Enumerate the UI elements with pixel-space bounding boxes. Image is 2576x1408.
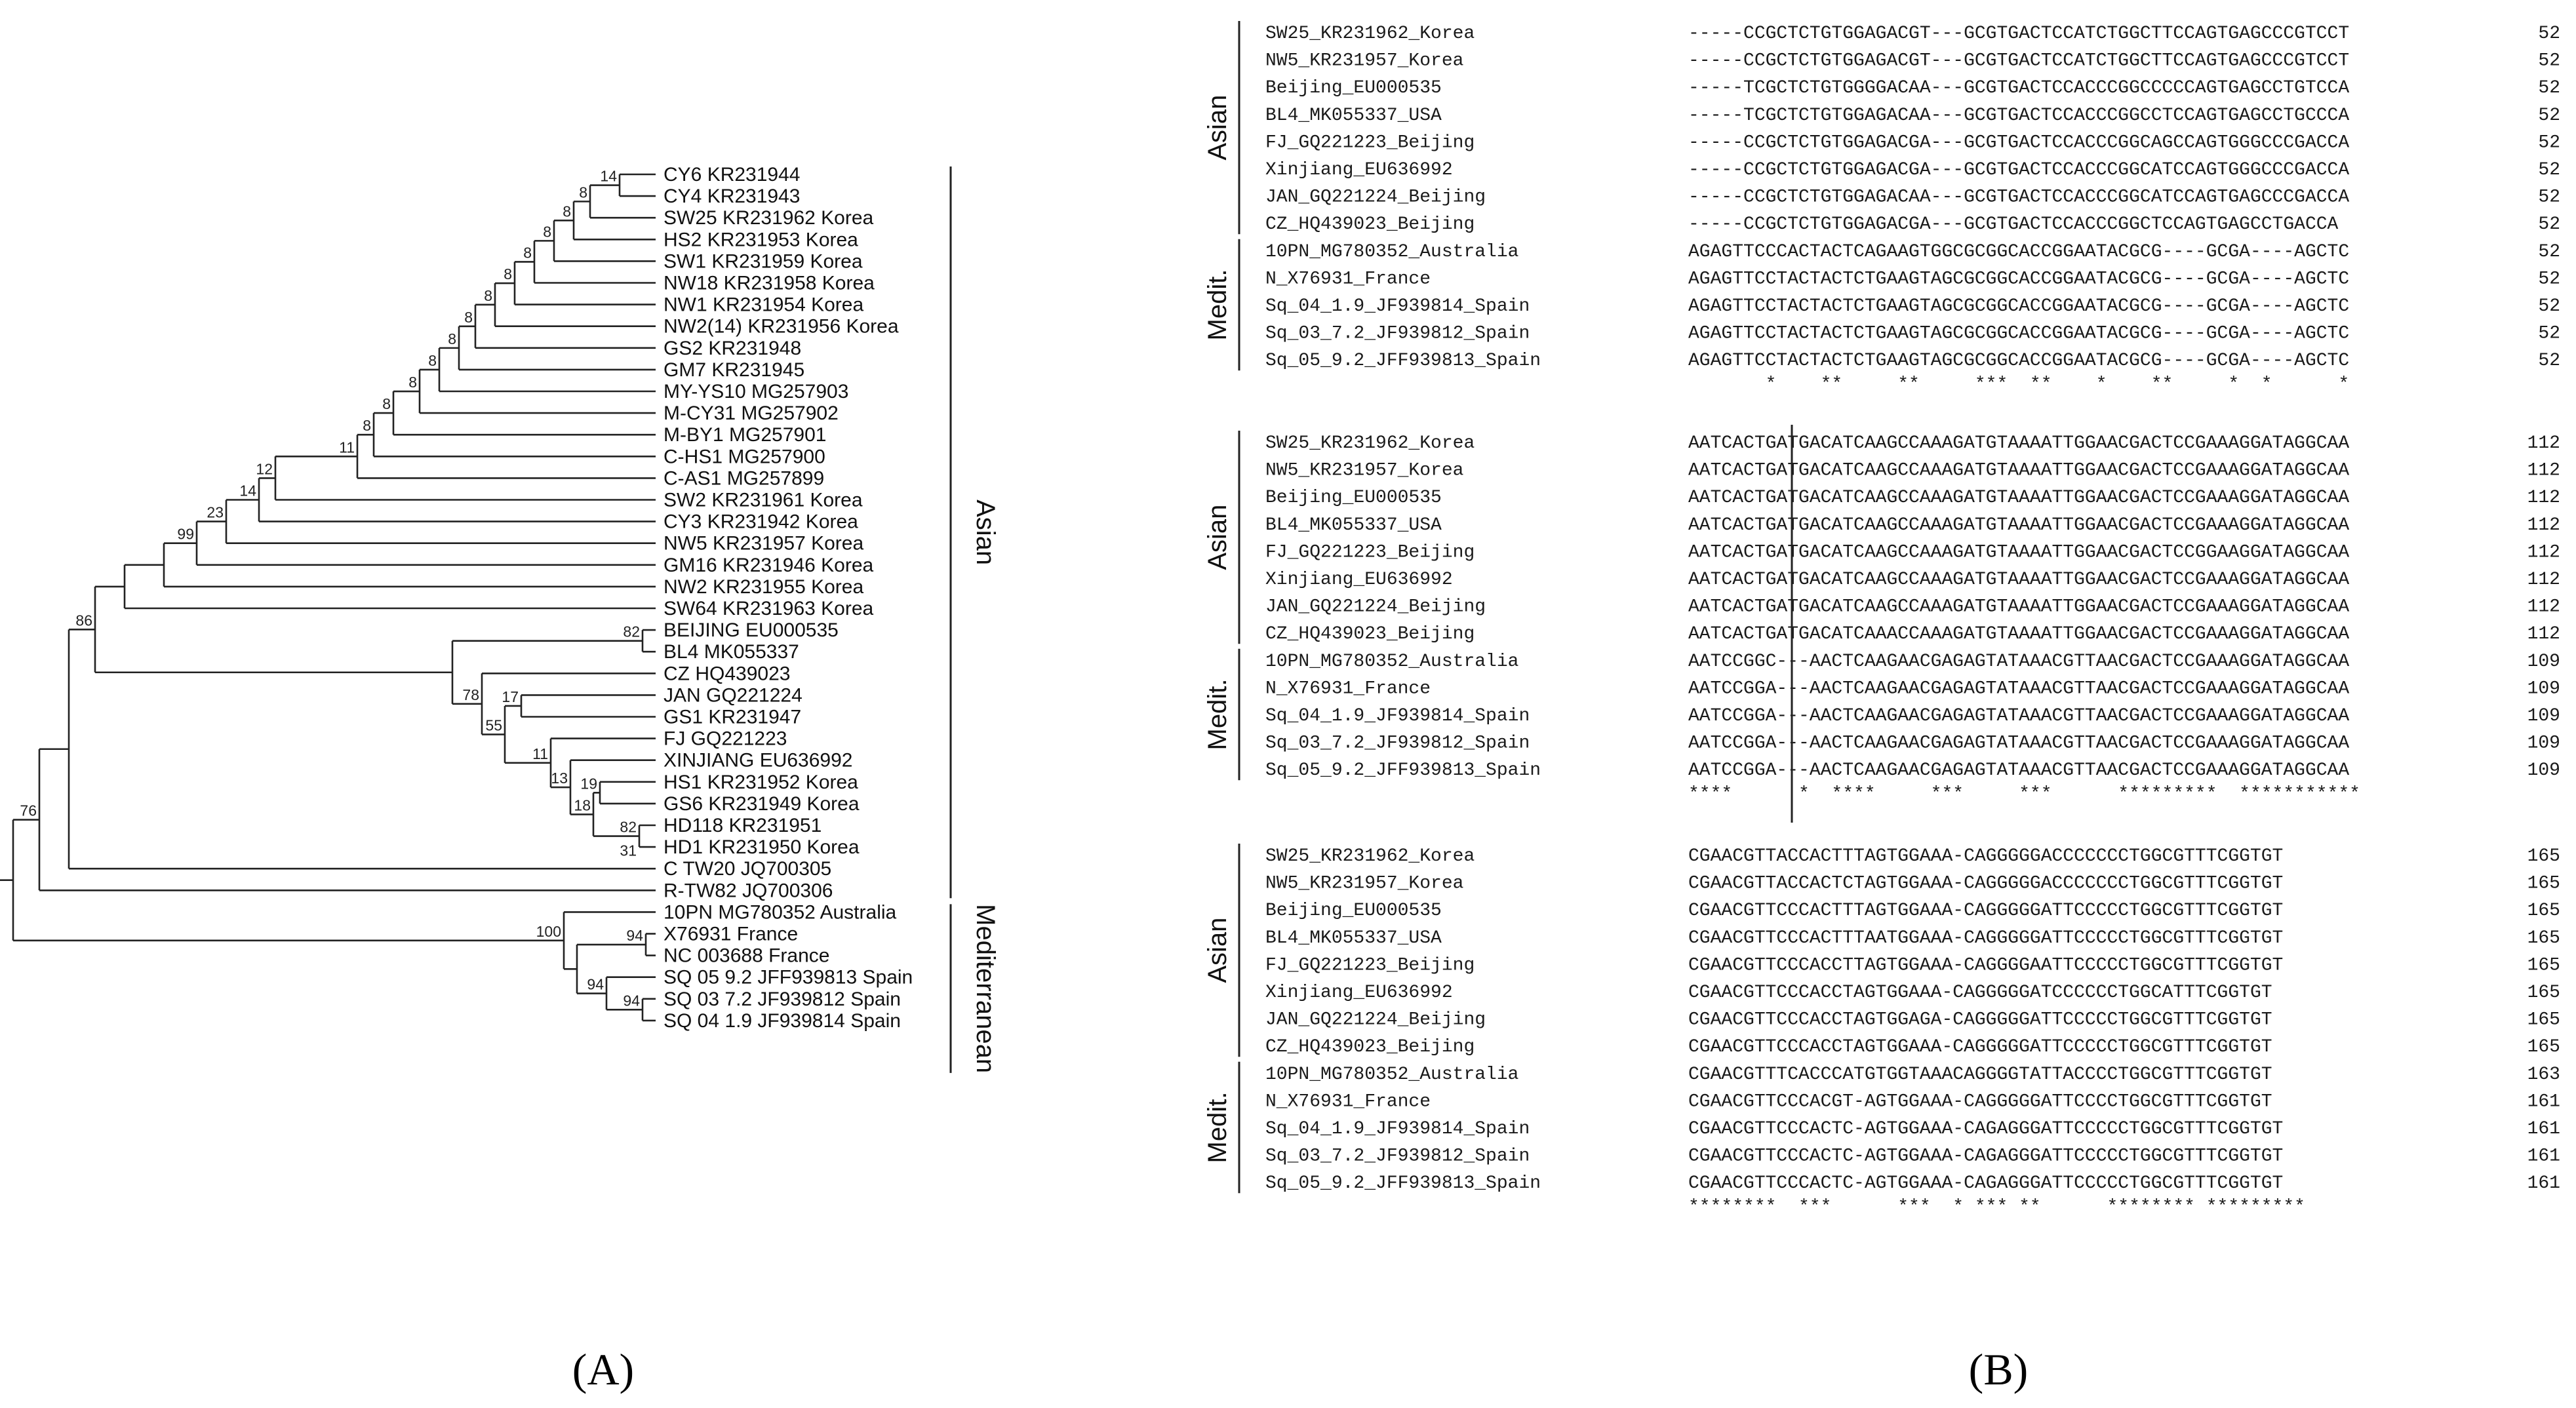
bootstrap-value: 8 — [448, 330, 456, 347]
taxon-label: HS1 KR231952 Korea — [664, 771, 858, 793]
tree-clade-brackets — [951, 166, 1000, 1073]
taxon-label: SQ 05 9.2 JFF939813 Spain — [664, 966, 913, 988]
sequence-position: 165 — [2527, 901, 2560, 922]
taxon-label: R-TW82 JQ700306 — [664, 880, 833, 902]
sequence-residues: CGAACGTTCCCACTC-AGTGGAAA-CAGAGGGATTCCCCCTGGCGTTTCGGTGT — [1688, 1119, 2284, 1139]
sequence-position: 165 — [2527, 1037, 2560, 1058]
taxon-label: GM16 KR231946 Korea — [664, 554, 874, 576]
bootstrap-value: 17 — [502, 688, 519, 705]
sequence-residues: CGAACGTTCCCACTTTAATGGAAA-CAGGGGGATTCCCCCTGGCGTTTCGGTGT — [1688, 928, 2284, 948]
asian-group-label: Asian — [1203, 504, 1232, 570]
sequence-position: 52 — [2538, 351, 2560, 372]
taxon-label: C-HS1 MG257900 — [664, 446, 825, 468]
sequence-residues: CGAACGTTTCACCCATGTGGTAAACAGGGGTATTACCCCTGGCGTTTCGGTGT — [1688, 1064, 2272, 1085]
sequence-name: 10PN_MG780352_Australia — [1265, 1064, 1519, 1085]
sequence-residues: CGAACGTTACCACTCTAGTGGAAA-CAGGGGGACCCCCCCTGGCGTTTCGGTGT — [1688, 873, 2284, 894]
bootstrap-value: 12 — [256, 460, 273, 478]
sequence-residues: AATCACTGATGACATCAAGCCAAAGATGTAAAATTGGAACGACTCCGAAAGGATAGGCAA — [1688, 488, 2350, 509]
sequence-position: 52 — [2538, 24, 2560, 44]
sequence-name: Sq_05_9.2_JFF939813_Spain — [1265, 1173, 1541, 1194]
sequence-residues: AGAGTTCCTACTACTCTGAAGTAGCGCGGCACCGGAATACGCG----GCGA----AGCTC — [1688, 323, 2350, 344]
conservation-line: ******** *** *** * *** ** ******** ********* — [1688, 1196, 2305, 1217]
sequence-name: Sq_05_9.2_JFF939813_Spain — [1265, 760, 1541, 781]
sequence-residues: AATCCGGA---AACTCAAGAACGAGAGTATAAACGTTAACGACTCCGAAAGGATAGGCAA — [1688, 760, 2350, 781]
bootstrap-value: 8 — [363, 417, 371, 435]
sequence-name: SW25_KR231962_Korea — [1265, 433, 1475, 454]
taxon-label: C-AS1 MG257899 — [664, 467, 825, 490]
taxon-label: MY-YS10 MG257903 — [664, 381, 849, 402]
sequence-name: Sq_03_7.2_JF939812_Spain — [1265, 323, 1530, 344]
sequence-residues: -----CCGCTCTGTGGAGACGT---GCGTGACTCCATCTGGCTTCCAGTGAGCCCGTCCT — [1688, 50, 2350, 71]
sequence-residues: CGAACGTTCCCACCTTAGTGGAAA-CAGGGGAATTCCCCCTGGCGTTTCGGTGT — [1688, 955, 2284, 976]
taxon-label: M-CY31 MG257902 — [664, 402, 839, 425]
sequence-name: BL4_MK055337_USA — [1265, 105, 1442, 126]
bootstrap-value: 11 — [339, 439, 355, 456]
sequence-position: 165 — [2527, 1009, 2560, 1030]
taxon-label: SW1 KR231959 Korea — [664, 250, 863, 273]
sequence-position: 109 — [2527, 760, 2560, 781]
sequence-position: 52 — [2538, 269, 2560, 290]
taxon-label: SW64 KR231963 Korea — [664, 598, 874, 619]
bootstrap-value: 8 — [408, 374, 417, 391]
sequence-residues: CGAACGTTCCCACTC-AGTGGAAA-CAGAGGGATTCCCCCTGGCGTTTCGGTGT — [1688, 1173, 2284, 1194]
taxon-label: CY4 KR231943 — [664, 186, 801, 208]
bootstrap-value: 8 — [563, 203, 571, 220]
sequence-residues: -----CCGCTCTGTGGAGACGT---GCGTGACTCCATCTGGCTTCCAGTGAGCCCGTCCT — [1688, 24, 2350, 44]
asian-group-label: Asian — [1203, 94, 1232, 161]
taxon-label: NW2(14) KR231956 Korea — [664, 315, 899, 338]
sequence-residues: CGAACGTTCCCACCTAGTGGAGA-CAGGGGGATTCCCCCTGGCGTTTCGGTGT — [1688, 1009, 2272, 1030]
sequence-position: 109 — [2527, 651, 2560, 672]
sequence-residues: AATCACTGATGACATCAAGCCAAAGATGTAAAATTGGAACGACTCCGAAAGGATAGGCAA — [1688, 433, 2350, 454]
taxon-label: NW18 KR231958 Korea — [664, 272, 875, 294]
sequence-name: Sq_03_7.2_JF939812_Spain — [1265, 1146, 1530, 1167]
sequence-name: BL4_MK055337_USA — [1265, 515, 1442, 536]
sequence-residues: AATCACTGATGACATCAAGCCAAAGATGTAAAATTGGAACGACTCCGAAAGGATAGGCAA — [1688, 515, 2350, 536]
bootstrap-value: 78 — [462, 686, 479, 703]
sequence-name: Sq_04_1.9_JF939814_Spain — [1265, 1119, 1530, 1139]
taxon-label: GS1 KR231947 — [664, 706, 802, 728]
bootstrap-value: 23 — [207, 503, 224, 521]
sequence-position: 112 — [2527, 624, 2560, 645]
sequence-name: CZ_HQ439023_Beijing — [1265, 1037, 1475, 1058]
sequence-position: 52 — [2538, 214, 2560, 235]
taxon-label: M-BY1 MG257901 — [664, 424, 827, 446]
sequence-name: JAN_GQ221224_Beijing — [1265, 1009, 1486, 1030]
sequence-position: 112 — [2527, 596, 2560, 617]
sequence-position: 52 — [2538, 78, 2560, 99]
sequence-position: 52 — [2538, 50, 2560, 71]
bootstrap-value: 11 — [532, 745, 548, 762]
sequence-residues: AGAGTTCCTACTACTCTGAAGTAGCGCGGCACCGGAATACGCG----GCGA----AGCTC — [1688, 269, 2350, 290]
sequence-name: N_X76931_France — [1265, 269, 1431, 290]
sequence-name: BL4_MK055337_USA — [1265, 928, 1442, 948]
sequence-name: Beijing_EU000535 — [1265, 78, 1442, 99]
sequence-residues: AATCCGGA---AACTCAAGAACGAGAGTATAAACGTTAACGACTCCGAAAGGATAGGCAA — [1688, 706, 2350, 726]
taxon-label: NW5 KR231957 Korea — [664, 532, 864, 555]
sequence-residues: AATCACTGATGACATCAAGCCAAAGATGTAAAATTGGAACGACTCCGAAAGGATAGGCAA — [1688, 460, 2350, 481]
medit-group-label: Medit. — [1203, 269, 1232, 341]
sequence-alignment — [1203, 21, 2560, 1217]
bootstrap-value: 14 — [600, 167, 617, 185]
bootstrap-value: 86 — [75, 612, 92, 629]
sequence-name: Xinjiang_EU636992 — [1265, 570, 1453, 590]
sequence-residues: AATCACTGATGACATCAAGCCAAAGATGTAAAATTGGAACGACTCCGAAAGGATAGGCAA — [1688, 596, 2350, 617]
sequence-residues: -----CCGCTCTGTGGAGACGA---GCGTGACTCCACCCGGCATCCAGTGGGCCCGACCA — [1688, 160, 2350, 180]
conservation-line: **** * **** *** *** ********* *********** — [1688, 783, 2360, 804]
taxon-label: HD118 KR231951 — [664, 815, 822, 836]
sequence-residues: AATCCGGA---AACTCAAGAACGAGAGTATAAACGTTAACGACTCCGAAAGGATAGGCAA — [1688, 733, 2350, 754]
taxon-label: SW25 KR231962 Korea — [664, 207, 874, 229]
sequence-position: 112 — [2527, 542, 2560, 563]
sequence-position: 112 — [2527, 515, 2560, 536]
panel-b-label: (B) — [1968, 1344, 2029, 1394]
sequence-position: 52 — [2538, 187, 2560, 208]
taxon-label: HD1 KR231950 Korea — [664, 836, 860, 859]
taxon-label: BEIJING EU000535 — [664, 619, 839, 642]
sequence-position: 165 — [2527, 846, 2560, 867]
sequence-name: N_X76931_France — [1265, 678, 1431, 699]
bootstrap-value: 8 — [484, 286, 492, 304]
sequence-position: 161 — [2527, 1173, 2560, 1194]
sequence-position: 52 — [2538, 323, 2560, 344]
sequence-residues: CGAACGTTCCCACTTTAGTGGAAA-CAGGGGGATTCCCCCTGGCGTTTCGGTGT — [1688, 901, 2284, 922]
sequence-position: 165 — [2527, 955, 2560, 976]
conservation-line: * ** ** *** ** * ** * * * — [1688, 374, 2350, 395]
sequence-name: 10PN_MG780352_Australia — [1265, 651, 1519, 672]
sequence-name: NW5_KR231957_Korea — [1265, 460, 1464, 481]
sequence-name: Xinjiang_EU636992 — [1265, 983, 1453, 1003]
taxon-label: FJ GQ221223 — [664, 728, 787, 750]
sequence-residues: -----TCGCTCTGTGGAGACAA---GCGTGACTCCACCCGGCCTCCAGTGAGCCTGCCCA — [1688, 105, 2350, 126]
sequence-residues: CGAACGTTACCACTTTAGTGGAAA-CAGGGGGACCCCCCCTGGCGTTTCGGTGT — [1688, 846, 2284, 867]
mediterranean-clade-label: Mediterranean — [971, 904, 1000, 1074]
taxon-label: NW1 KR231954 Korea — [664, 294, 864, 316]
sequence-residues: -----CCGCTCTGTGGAGACGA---GCGTGACTCCACCCGGCAGCCAGTGGGCCCGACCA — [1688, 132, 2350, 153]
bootstrap-value: 31 — [620, 842, 637, 859]
sequence-residues: AGAGTTCCTACTACTCTGAAGTAGCGCGGCACCGGAATACGCG----GCGA----AGCTC — [1688, 296, 2350, 317]
sequence-name: FJ_GQ221223_Beijing — [1265, 955, 1475, 976]
sequence-position: 161 — [2527, 1091, 2560, 1112]
bootstrap-value: 8 — [428, 351, 437, 369]
sequence-residues: AATCACTGATGACATCAAACCAAAGATGTAAAATTGGAACGACTCCGAAAGGATAGGCAA — [1688, 624, 2350, 645]
sequence-position: 161 — [2527, 1146, 2560, 1167]
sequence-residues: AATCCGGA---AACTCAAGAACGAGAGTATAAACGTTAACGACTCCGAAAGGATAGGCAA — [1688, 678, 2350, 699]
bootstrap-value: 18 — [574, 796, 591, 814]
taxon-label: SQ 03 7.2 JF939812 Spain — [664, 988, 901, 1010]
bootstrap-value: 55 — [485, 716, 502, 734]
phylogenetic-tree — [0, 164, 913, 1032]
taxon-label: NW2 KR231955 Korea — [664, 576, 864, 598]
bootstrap-value: 100 — [536, 922, 561, 940]
sequence-residues: -----TCGCTCTGTGGGGACAA---GCGTGACTCCACCCGGCCCCCAGTGAGCCTGTCCA — [1688, 78, 2350, 99]
taxon-label: X76931 France — [664, 923, 799, 945]
sequence-residues: CGAACGTTCCCACTC-AGTGGAAA-CAGAGGGATTCCCCCTGGCGTTTCGGTGT — [1688, 1146, 2284, 1167]
panel-a-label: (A) — [572, 1344, 635, 1394]
bootstrap-value: 76 — [20, 802, 37, 819]
sequence-residues: AATCACTGATGACATCAAGCCAAAGATGTAAAATTGGAACGACTCCGAAAGGATAGGCAA — [1688, 570, 2350, 590]
medit-group-label: Medit. — [1203, 678, 1232, 751]
bootstrap-value: 82 — [620, 818, 637, 836]
sequence-position: 112 — [2527, 570, 2560, 590]
taxon-label: XINJIANG EU636992 — [664, 749, 853, 772]
sequence-name: CZ_HQ439023_Beijing — [1265, 214, 1475, 235]
sequence-name: NW5_KR231957_Korea — [1265, 50, 1464, 71]
sequence-name: Sq_03_7.2_JF939812_Spain — [1265, 733, 1530, 754]
bootstrap-value: 8 — [382, 395, 391, 413]
sequence-residues: CGAACGTTCCCACCTAGTGGAAA-CAGGGGGATCCCCCCTGGCATTTCGGTGT — [1688, 983, 2272, 1003]
sequence-position: 161 — [2527, 1119, 2560, 1139]
sequence-name: Beijing_EU000535 — [1265, 488, 1442, 509]
sequence-name: Beijing_EU000535 — [1265, 901, 1442, 922]
sequence-name: SW25_KR231962_Korea — [1265, 24, 1475, 44]
bootstrap-value: 8 — [504, 265, 512, 283]
sequence-name: JAN_GQ221224_Beijing — [1265, 187, 1486, 208]
sequence-name: FJ_GQ221223_Beijing — [1265, 542, 1475, 563]
bootstrap-value: 94 — [587, 975, 604, 993]
sequence-position: 165 — [2527, 873, 2560, 894]
sequence-residues: AGAGTTCCTACTACTCTGAAGTAGCGCGGCACCGGAATACGCG----GCGA----AGCTC — [1688, 351, 2350, 372]
sequence-position: 52 — [2538, 160, 2560, 180]
taxon-label: GS2 KR231948 — [664, 337, 802, 359]
bootstrap-value: 13 — [551, 770, 568, 787]
taxon-label: C TW20 JQ700305 — [664, 858, 832, 880]
medit-group-label: Medit. — [1203, 1091, 1232, 1164]
bootstrap-value: 82 — [623, 623, 640, 640]
sequence-name: Xinjiang_EU636992 — [1265, 160, 1453, 180]
sequence-position: 165 — [2527, 983, 2560, 1003]
bootstrap-value: 14 — [239, 482, 256, 499]
sequence-name: CZ_HQ439023_Beijing — [1265, 624, 1475, 645]
bootstrap-value: 8 — [523, 244, 532, 262]
sequence-position: 112 — [2527, 460, 2560, 481]
sequence-name: Sq_04_1.9_JF939814_Spain — [1265, 296, 1530, 317]
taxon-label: GS6 KR231949 Korea — [664, 792, 860, 815]
sequence-name: 10PN_MG780352_Australia — [1265, 241, 1519, 262]
sequence-residues: -----CCGCTCTGTGGAGACGA---GCGTGACTCCACCCGGCTCCAGTGAGCCTGACCA — [1688, 214, 2339, 235]
taxon-label: HS2 KR231953 Korea — [664, 229, 858, 251]
bootstrap-value: 8 — [464, 308, 473, 326]
sequence-residues: AGAGTTCCCACTACTCAGAAGTGGCGCGGCACCGGAATACGCG----GCGA----AGCTC — [1688, 241, 2350, 262]
sequence-name: SW25_KR231962_Korea — [1265, 846, 1475, 867]
sequence-position: 112 — [2527, 488, 2560, 509]
sequence-position: 52 — [2538, 296, 2560, 317]
sequence-position: 52 — [2538, 132, 2560, 153]
asian-clade-label: Asian — [971, 499, 1000, 566]
bootstrap-value: 99 — [177, 525, 194, 543]
sequence-name: Sq_04_1.9_JF939814_Spain — [1265, 706, 1530, 726]
sequence-residues: AATCCGGC---AACTCAAGAACGAGAGTATAAACGTTAACGACTCCGAAAGGATAGGCAA — [1688, 651, 2350, 672]
asian-group-label: Asian — [1203, 917, 1232, 983]
taxon-label: 10PN MG780352 Australia — [664, 901, 897, 924]
taxon-label: NC 003688 France — [664, 945, 830, 967]
sequence-residues: CGAACGTTCCCACCTAGTGGAAA-CAGGGGGATTCCCCCTGGCGTTTCGGTGT — [1688, 1037, 2272, 1058]
taxon-label: SQ 04 1.9 JF939814 Spain — [664, 1009, 901, 1032]
sequence-residues: CGAACGTTCCCACGT-AGTGGAAA-CAGGGGGATTCCCCTGGCGTTTCGGTGT — [1688, 1091, 2272, 1112]
sequence-name: FJ_GQ221223_Beijing — [1265, 132, 1475, 153]
sequence-position: 163 — [2527, 1064, 2560, 1085]
taxon-label: SW2 KR231961 Korea — [664, 489, 863, 511]
sequence-name: JAN_GQ221224_Beijing — [1265, 596, 1486, 617]
taxon-label: CY3 KR231942 Korea — [664, 511, 858, 533]
bootstrap-value: 94 — [626, 927, 643, 945]
bootstrap-value: 94 — [623, 992, 640, 1009]
bootstrap-value: 8 — [579, 184, 587, 201]
taxon-label: JAN GQ221224 — [664, 684, 803, 707]
sequence-position: 165 — [2527, 928, 2560, 948]
taxon-label: CY6 KR231944 — [664, 164, 801, 186]
taxon-label: GM7 KR231945 — [664, 359, 805, 381]
sequence-name: Sq_05_9.2_JFF939813_Spain — [1265, 351, 1541, 372]
sequence-position: 112 — [2527, 433, 2560, 454]
sequence-position: 109 — [2527, 706, 2560, 726]
bootstrap-value: 19 — [580, 775, 597, 792]
sequence-residues: -----CCGCTCTGTGGAGACAA---GCGTGACTCCACCCGGCATCCAGTGAGCCCGACCA — [1688, 187, 2350, 208]
sequence-name: N_X76931_France — [1265, 1091, 1431, 1112]
sequence-name: NW5_KR231957_Korea — [1265, 873, 1464, 894]
sequence-position: 109 — [2527, 678, 2560, 699]
taxon-label: BL4 MK055337 — [664, 641, 799, 663]
sequence-position: 52 — [2538, 241, 2560, 262]
bootstrap-value: 8 — [543, 223, 551, 241]
taxon-label: CZ HQ439023 — [664, 663, 791, 685]
sequence-position: 109 — [2527, 733, 2560, 754]
sequence-position: 52 — [2538, 105, 2560, 126]
sequence-residues: AATCACTGATGACATCAAGCCAAAGATGTAAAATTGGAACGACTCCGGAAGGATAGGCAA — [1688, 542, 2350, 563]
